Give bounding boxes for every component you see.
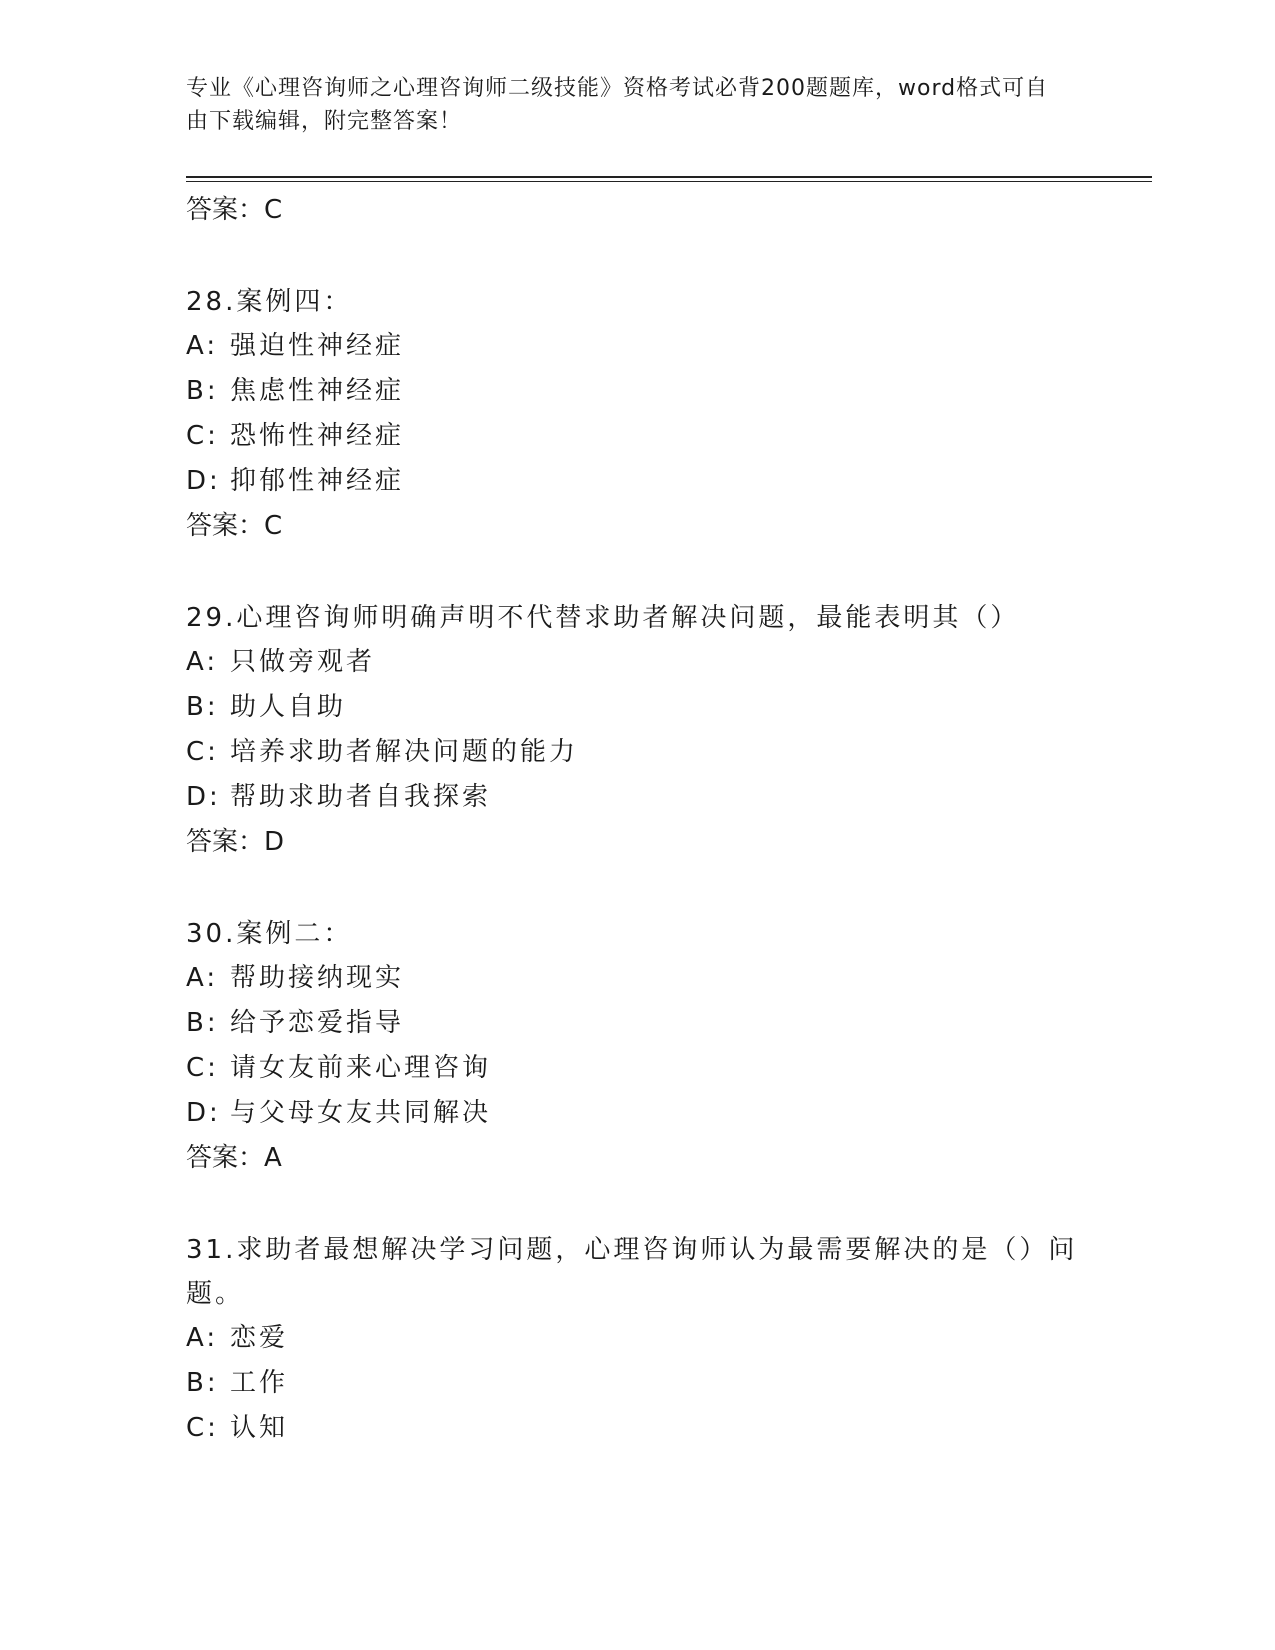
option-c — [186, 1406, 1086, 1451]
answer-line — [186, 504, 1086, 548]
question-text — [186, 1228, 1086, 1316]
option-a — [186, 640, 1086, 685]
answer-label: 答案： — [186, 1143, 265, 1173]
option-text: 强迫性神经症 — [230, 331, 405, 361]
option-c — [186, 1046, 1086, 1091]
question-list — [186, 188, 1086, 1451]
answer-label: 答案： — [186, 511, 265, 541]
answer-line — [186, 188, 1086, 232]
option-text: 恐怖性神经症 — [230, 421, 405, 451]
option-b — [186, 685, 1086, 730]
option-letter: A: — [186, 331, 219, 361]
option-text: 助人自助 — [230, 692, 347, 722]
option-letter: B: — [186, 376, 219, 406]
header-divider-thin — [186, 181, 1152, 182]
answer-label: 答案： — [186, 827, 265, 857]
question-number: 28. — [186, 287, 237, 317]
option-text: 帮助接纳现实 — [230, 963, 405, 993]
question-stem: 心理咨询师明确声明不代替求助者解决问题，最能表明其（） — [236, 603, 1020, 633]
question-text — [186, 912, 1086, 956]
option-letter: D: — [186, 466, 221, 496]
option-text: 请女友前来心理咨询 — [230, 1053, 492, 1083]
option-text: 帮助求助者自我探索 — [230, 782, 492, 812]
question-stem: 案例四： — [236, 287, 353, 317]
option-d — [186, 459, 1086, 504]
option-letter: B: — [186, 692, 219, 722]
option-a — [186, 956, 1086, 1001]
question-stem: 求助者最想解决学习问题，心理咨询师认为最需要解决的是（）问题。 — [186, 1235, 1078, 1309]
option-b — [186, 1001, 1086, 1046]
option-letter: C: — [186, 737, 219, 767]
question-block — [186, 280, 1086, 548]
option-text: 培养求助者解决问题的能力 — [230, 737, 579, 767]
option-text: 抑郁性神经症 — [230, 466, 405, 496]
option-text: 工作 — [230, 1368, 289, 1398]
option-letter: A: — [186, 963, 219, 993]
option-text: 焦虑性神经症 — [230, 376, 405, 406]
answer-value: A — [264, 1143, 282, 1173]
option-letter: A: — [186, 1323, 219, 1353]
header-divider-thick — [186, 176, 1152, 178]
question-text — [186, 280, 1086, 324]
question-block — [186, 912, 1086, 1180]
question-number: 29. — [186, 603, 237, 633]
option-d — [186, 1091, 1086, 1136]
option-letter: B: — [186, 1008, 219, 1038]
question-stem: 案例二： — [236, 919, 353, 949]
option-c — [186, 730, 1086, 775]
option-letter: C: — [186, 421, 219, 451]
answer-line — [186, 820, 1086, 864]
option-c — [186, 414, 1086, 459]
question-block — [186, 1228, 1086, 1451]
option-text: 认知 — [230, 1413, 289, 1443]
option-letter: D: — [186, 1098, 221, 1128]
option-text: 给予恋爱指导 — [230, 1008, 405, 1038]
option-b — [186, 1361, 1086, 1406]
option-b — [186, 369, 1086, 414]
answer-value: D — [264, 827, 285, 857]
question-number: 31. — [186, 1235, 237, 1265]
option-letter: D: — [186, 782, 221, 812]
question-block — [186, 596, 1086, 864]
answer-value: C — [264, 511, 283, 541]
option-a — [186, 1316, 1086, 1361]
option-a — [186, 324, 1086, 369]
question-text — [186, 596, 1086, 640]
option-letter: B: — [186, 1368, 219, 1398]
answer-label: 答案： — [186, 195, 265, 225]
option-letter: C: — [186, 1053, 219, 1083]
option-letter: A: — [186, 647, 219, 677]
answer-line — [186, 1136, 1086, 1180]
document-header-description: 专业《心理咨询师之心理咨询师二级技能》资格考试必背200题题库，word格式可自由下载编辑，附完整答案！ — [186, 76, 1049, 134]
question-number: 30. — [186, 919, 237, 949]
option-d — [186, 775, 1086, 820]
option-letter: C: — [186, 1413, 219, 1443]
answer-value: C — [264, 195, 283, 225]
option-text: 恋爱 — [230, 1323, 289, 1353]
option-text: 与父母女友共同解决 — [230, 1098, 492, 1128]
option-text: 只做旁观者 — [230, 647, 376, 677]
